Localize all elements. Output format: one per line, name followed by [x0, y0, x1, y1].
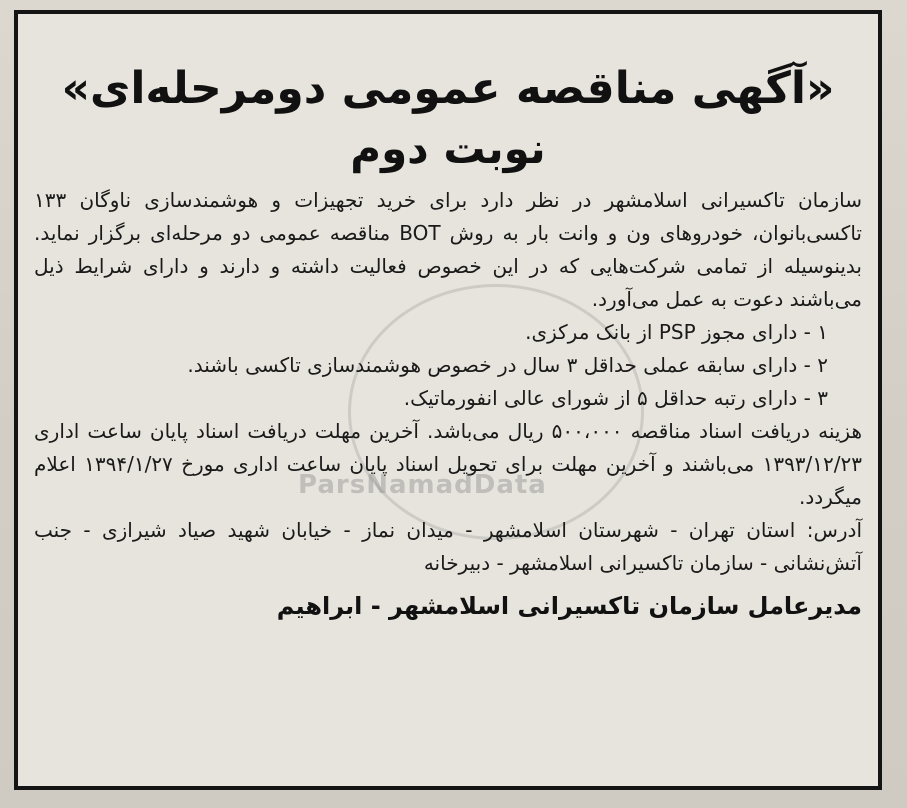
- address-paragraph: آدرس: استان تهران - شهرستان اسلامشهر - میدان نماز - خیابان شهید صیاد شیرازی - جنب آتش‌نشانی - سازمان تاکسیرانی اسلامشهر - دبیرخانه: [34, 518, 862, 575]
- notice-content: [28, 22, 868, 778]
- notice-title: «آگهی مناقصه عمومی دومرحله‌ای»: [61, 63, 835, 114]
- condition-item: ۱ - دارای مجوز PSP از بانک مرکزی.: [525, 320, 828, 344]
- condition-item: ۳ - دارای رتبه حداقل ۵ از شورای عالی انفورماتیک.: [403, 386, 828, 410]
- notice-frame: [14, 10, 882, 790]
- notice-subtitle: نوبت دوم: [350, 124, 546, 173]
- condition-item: ۲ - دارای سابقه عملی حداقل ۳ سال در خصوص هوشمندسازی تاکسی باشند.: [187, 353, 828, 377]
- deadlines-paragraph: هزینه دریافت اسناد مناقصه ۵۰۰،۰۰۰ ریال می‌باشد. آخرین مهلت دریافت اسناد پایان ساعت اداری ۱۳۹۳/۱۲/۲۳ می‌باشند و آخرین مهلت برای تحویل اسناد پایان ساعت اداری مورخ ۱۳۹۴/۱/۲۷ اعلام میگردد.: [34, 419, 863, 509]
- signature-line: مدیرعامل سازمان تاکسیرانی اسلامشهر - ابراهیم: [276, 592, 862, 620]
- watermark: ParsNamadData: [298, 470, 547, 500]
- intro-paragraph: سازمان تاکسیرانی اسلامشهر در نظر دارد برای خرید تجهیزات و هوشمندسازی ناوگان ۱۳۳ تاکسی‌بانوان، خودروهای ون و وانت بار به روش BOT مناقصه عمومی دو مرحله‌ای برگزار نماید. بدینوسیله از تمامی شرکت‌هایی که در این خصوص فعالیت داشته و دارند و دارای شرایط ذیل می‌باشند دعوت به عمل می‌آورد.: [34, 188, 862, 311]
